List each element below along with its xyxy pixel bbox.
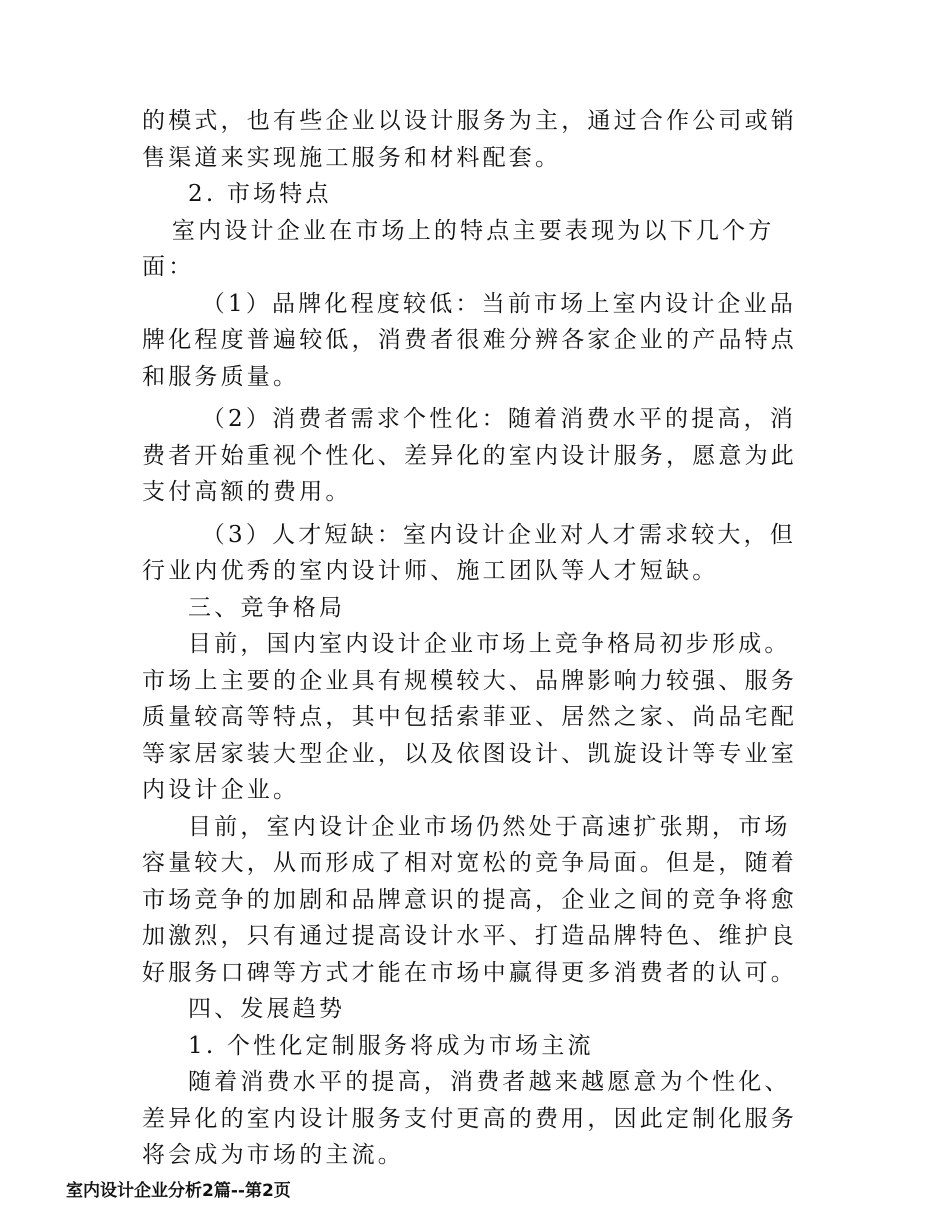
section-heading-competition: 三、竞争格局 [188, 594, 346, 621]
paragraph-competition-1: 目前，国内室内设计企业市场上竞争格局初步形成。市场上主要的企业具有规模较大、品牌影响力较强、服务质量较高等特点，其中包括索菲亚、居然之家、尚品宅配等家居家装大型企业，以及依图设计、凯旋设计等专业室内设计企业。 [142, 631, 797, 803]
subheading-market-features: 2. 市场特点 [188, 181, 332, 207]
paragraph-custom-service: 随着消费水平的提高，消费者越来越愿意为个性化、差异化的室内设计服务支付更高的费用，因此定制化服务将会成为市场的主流。 [142, 1069, 797, 1168]
paragraph-market-intro: 室内设计企业在市场上的特点主要表现为以下几个方面： [142, 217, 775, 280]
page-footer: 室内设计企业分析2篇--第2页 [66, 1181, 291, 1201]
list-item-brand: （1）品牌化程度较低：当前市场上室内设计企业品牌化程度普遍较低，消费者很难分辨各家企业的产品特点和服务质量。 [142, 290, 797, 390]
list-item-talent-shortage: （3）人才短缺：室内设计企业对人才需求较大，但行业内优秀的室内设计师、施工团队等人才短缺。 [142, 521, 797, 584]
list-item-consumer-demand: （2）消费者需求个性化：随着消费水平的提高，消费者开始重视个性化、差异化的室内设计服务，愿意为此支付高额的费用。 [142, 406, 797, 505]
paragraph-continuation: 的模式，也有些企业以设计服务为主，通过合作公司或销售渠道来实现施工服务和材料配套。 [142, 108, 797, 171]
subheading-custom-service: 1. 个性化定制服务将成为市场主流 [188, 1032, 594, 1059]
paragraph-competition-2: 目前，室内设计企业市场仍然处于高速扩张期，市场容量较大，从而形成了相对宽松的竞争局面。但是，随着市场竞争的加剧和品牌意识的提高，企业之间的竞争将愈加激烈，只有通过提高设计水平、打造品牌特色、维护良好服务口碑等方式才能在市场中赢得更多消费者的认可。 [142, 813, 797, 986]
document-body [142, 103, 812, 1174]
section-heading-trends: 四、发展趋势 [188, 996, 346, 1022]
